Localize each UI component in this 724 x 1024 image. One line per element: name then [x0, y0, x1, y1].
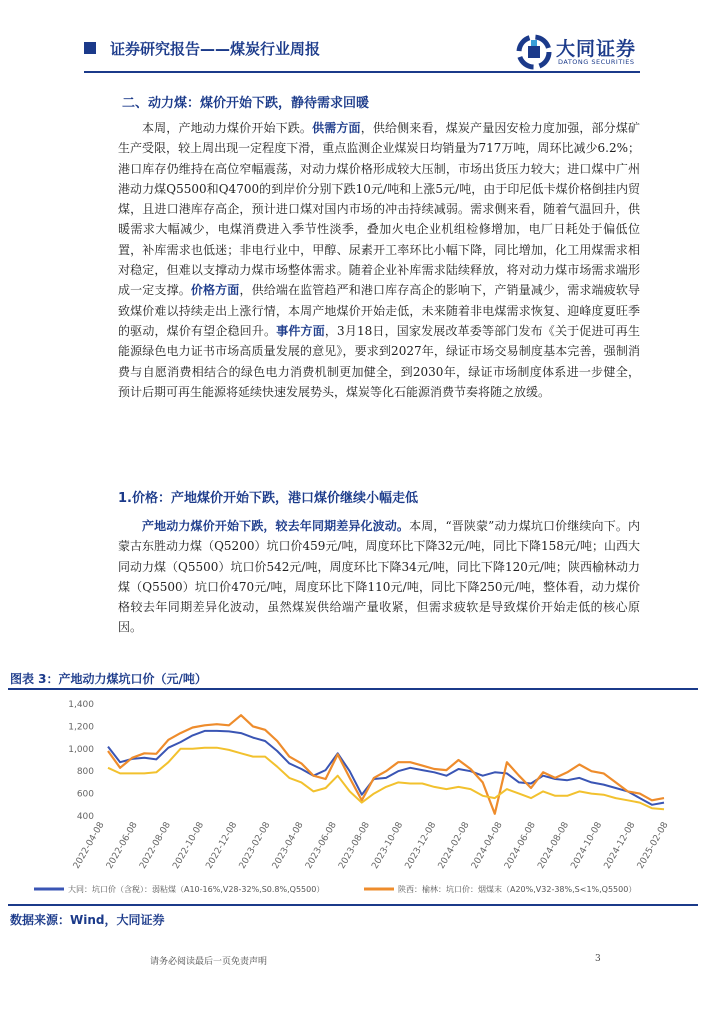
para1-intro: 本周，产地动力煤价开始下跌。: [142, 121, 313, 135]
y-tick-label: 1,400: [68, 700, 94, 710]
figure-bottom-rule: [8, 904, 698, 906]
para1-supply-text: ，供给侧来看，煤炭产量因安检力度加强，部分煤矿生产受限，较上周出现一定程度下滑，重点监测企业煤炭日均销量为717万吨，周环比减少6.2%；港口库存仍维持在高位窄幅震荡，对动力煤价格形成较大压制，市场出货压力较大；进口煤中广州港动力煤Q5500和Q4700的到岸价分别下跌10元/吨和上涨5元/吨，由于印尼低卡煤价格倒挂内贸煤，且进口港库存高企，预计进口煤对国内市场的冲击持续减弱。需求侧来看，随着气温回升，供暖需求大幅减少，电煤消费进入季节性淡季，叠加火电企业机组检修增加，电厂日耗处于偏低位置，补库需求也低迷；非电行业中，甲醇、尿素开工率环比小幅下降，同比增加，化工用煤需求相对稳定，但难以支撑动力煤市场整体需求。随着企业补库需求陆续释放，将对动力煤市场需求端形成一定支撑。: [118, 121, 640, 298]
x-tick-label: 2024-12-08: [602, 820, 638, 871]
para2-lead: 产地动力煤价开始下跌，较去年同期差异化波动。: [142, 519, 410, 533]
series-line-2: [108, 715, 664, 814]
x-tick-label: 2022-12-08: [204, 820, 240, 871]
y-tick-label: 600: [76, 789, 94, 800]
company-logo: [514, 34, 674, 74]
x-tick-label: 2023-10-08: [370, 820, 406, 871]
section-paragraph: [118, 118, 640, 402]
para1-event-text: ，3月18日，国家发展改革委等部门发布《关于促进可再生能源绿色电力证书市场高质量发展的意见》，要求到2027年，绿证市场交易制度基本完善，强制消费与自愿消费相结合的绿色电力消费机制更加健全，到2030年，绿证市场制度体系进一步健全，预计后期可再生能源将延续快速发展势头，煤炭等化石能源消费节奏将随之放缓。: [118, 323, 640, 399]
para1-supply-label: 供需方面: [312, 121, 361, 135]
legend-label: 陕西：榆林：坑口价：烟煤末（A20%,V32-38%,S<1%,Q5500）: [398, 885, 637, 894]
legend-label: 大同：坑口价（含税）：弱粘煤（A10-16%,V28-32%,S0.8%,Q5500）: [68, 885, 325, 894]
section-heading: 二、动力煤：煤价开始下跌，静待需求回暖: [122, 96, 370, 111]
header-square-icon: [84, 42, 96, 54]
figure-source: 数据来源：Wind，大同证券: [10, 913, 165, 927]
para1-price-text: ，供给端在监管趋严和港口库存高企的影响下，产销量减少，需求端疲软导致煤价难以持续走出上涨行情，本周产地煤价开始走低，未来随着非电煤需求恢复、迎峰度夏旺季的驱动，煤价有望企稳回升。: [118, 283, 640, 338]
figure-top-rule: [8, 688, 698, 690]
y-tick-label: 400: [76, 812, 94, 822]
x-tick-label: 2022-04-08: [71, 820, 107, 871]
y-tick-label: 1,200: [68, 722, 94, 733]
page-number: 3: [595, 954, 601, 964]
x-tick-label: 2025-02-08: [635, 820, 671, 871]
para1-event-label: 事件方面: [276, 323, 325, 338]
x-tick-label: 2022-08-08: [138, 820, 173, 871]
series-line-1: [108, 731, 664, 805]
price-chart: [8, 692, 698, 904]
y-tick-label: 1,000: [68, 744, 94, 755]
logo-name: 大同证券: [556, 38, 637, 60]
x-tick-label: 2024-10-08: [569, 820, 605, 871]
logo-subtitle: DATONG SECURITIES: [558, 58, 635, 66]
figure-title: 图表 3：产地动力煤坑口价（元/吨）: [10, 672, 207, 686]
subsection-heading: 1.价格：产地煤价开始下跌，港口煤价继续小幅走低: [118, 491, 418, 506]
y-tick-label: 800: [76, 767, 94, 778]
para2-text: 本周，“晋陕蒙”动力煤坑口价继续向下。内蒙古东胜动力煤（Q5200）坑口价459元/吨，周度环比下降32元/吨，同比下降158元/吨；山西大同动力煤（Q5500）坑口价542元/吨，周度环比下降34元/吨，同比下降120元/吨；陕西榆林动力煤（Q5500）坑口价470元/吨，周度环比下降110元/吨，同比下降250元/吨，整体看，动力煤价格较去年同期差异化波动，虽然煤炭供给端产量收紧，但需求疲软是导致煤价开始走低的核心原因。: [118, 519, 640, 635]
x-tick-label: 2024-06-08: [503, 820, 538, 871]
x-tick-label: 2024-04-08: [469, 820, 505, 871]
x-tick-label: 2023-04-08: [270, 820, 306, 871]
x-tick-label: 2022-06-08: [104, 820, 140, 871]
price-chart-svg: [8, 692, 698, 904]
header-title: 证券研究报告——煤炭行业周报: [110, 40, 321, 58]
x-tick-label: 2023-02-08: [237, 820, 273, 871]
x-tick-label: 2023-08-08: [337, 820, 373, 871]
footer-disclaimer: 请务必阅读最后一页免责声明: [150, 957, 268, 967]
page-header: [84, 34, 674, 74]
x-tick-label: 2023-06-08: [304, 820, 339, 871]
x-tick-label: 2022-10-08: [171, 820, 207, 871]
subsection-paragraph: [118, 516, 640, 638]
x-tick-label: 2024-02-08: [436, 820, 472, 871]
x-tick-label: 2023-12-08: [403, 820, 439, 871]
header-divider: [84, 71, 640, 73]
logo-mark-icon: [516, 34, 552, 70]
x-tick-label: 2024-08-08: [536, 820, 572, 871]
para1-price-label: 价格方面: [190, 283, 240, 298]
